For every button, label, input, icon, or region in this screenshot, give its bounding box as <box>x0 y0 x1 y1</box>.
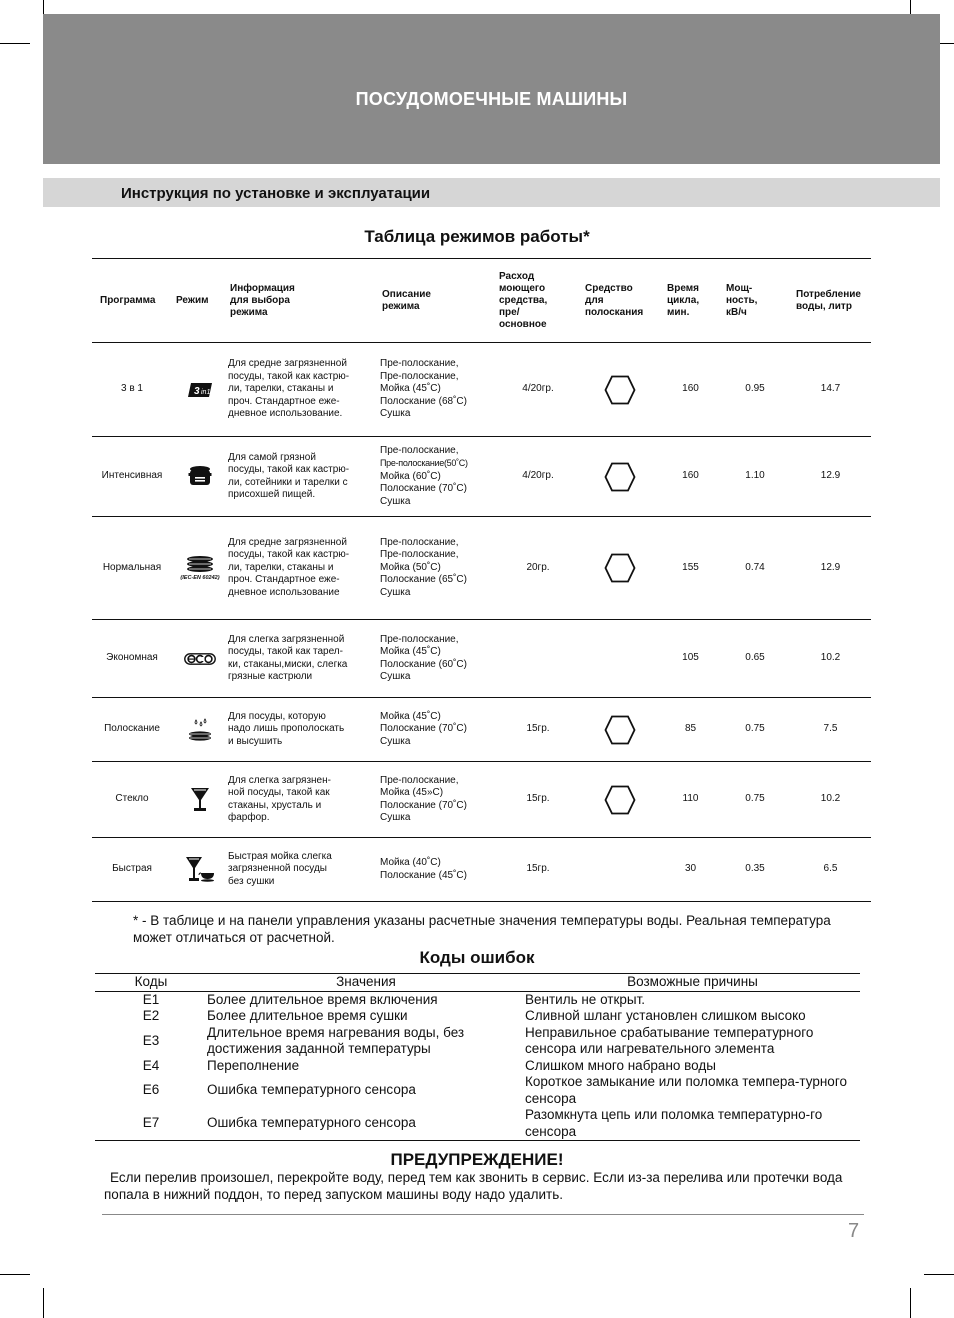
water-value: 14.7 <box>790 343 871 437</box>
detergent-value: 15гр. <box>497 762 579 838</box>
desc-line: Полоскание (68˚C) <box>380 395 467 407</box>
desc-line: Мойка (45˚C) <box>380 710 441 722</box>
error-codes-table <box>95 973 860 1141</box>
error-meaning: Переполнение <box>207 1057 300 1073</box>
error-code: E2 <box>142 1008 160 1023</box>
info-line: ки, стаканы,миски, слегка <box>228 658 348 670</box>
info-line: без сушки <box>228 875 275 887</box>
error-row <box>95 1107 860 1141</box>
program-name: Полоскание <box>92 698 172 762</box>
section-subtitle: Инструкция по установке и эксплуатации <box>121 185 431 202</box>
desc-line: Мойка (45»C) <box>380 787 444 798</box>
error-cause: Неправильное срабатывание температурного сенсора или нагревательного элемента <box>525 1024 814 1056</box>
power-value: 0.74 <box>720 517 790 620</box>
bottom-divider <box>102 1214 864 1215</box>
detergent-value: 4/20гр. <box>497 343 579 437</box>
info-line: ной посуды, такой как <box>228 787 330 798</box>
detergent-value: 15гр. <box>497 838 579 902</box>
info-line: надо лишь прополоскать <box>228 723 345 735</box>
modes-footnote: * - В таблице и на панели управления указаны расчетные значения температуры воды. Реальная температура может отличаться от расчетной. <box>133 913 831 945</box>
info-line: Для средне загрязненной <box>228 536 347 548</box>
program-name: Нормальная <box>92 517 172 620</box>
desc-line: Мойка (40˚C) <box>380 857 441 868</box>
desc-line: Пре-полоскание, <box>380 536 459 548</box>
error-cause: Вентиль не открыт. <box>525 991 646 1007</box>
water-value: 7.5 <box>790 698 871 762</box>
cycle-time-value: 30 <box>661 838 720 902</box>
normal-plates-icon <box>185 555 215 575</box>
error-code: E1 <box>142 991 160 1007</box>
info-line: ли, тарелки, стаканы и <box>228 561 334 573</box>
mode-row <box>92 762 871 838</box>
error-code: E7 <box>95 1107 207 1141</box>
desc-line: Пре-полоскание, <box>380 370 459 382</box>
desc-line: Сушка <box>380 408 411 420</box>
error-meaning: Более длительное время сушки <box>207 1008 408 1023</box>
info-line: Быстрая мойка слегка <box>228 850 332 862</box>
error-row <box>95 1074 860 1107</box>
desc-line: Сушка <box>380 671 411 682</box>
warning-title: ПРЕДУПРЕЖДЕНИЕ! <box>390 1150 564 1169</box>
quick-glass-cup-icon <box>185 856 215 884</box>
rinse-aid-empty <box>579 838 661 902</box>
error-row <box>95 1025 860 1058</box>
info-line: Для самой грязной <box>228 451 316 463</box>
error-meaning: Более длительное время включения <box>207 991 438 1007</box>
water-value: 12.9 <box>790 437 871 517</box>
info-line: проч. Стандартное еже- <box>228 395 340 407</box>
error-row <box>95 991 860 1008</box>
info-line: и высушить <box>228 735 283 747</box>
rinse-aid-empty <box>579 620 661 698</box>
program-name: Интенсивная <box>92 437 172 517</box>
desc-line: Мойка (50˚C) <box>380 561 441 573</box>
info-line: ли, сотейники и тарелки с <box>228 476 348 488</box>
desc-line: Сушка <box>380 495 411 507</box>
desc-line: Сушка <box>380 812 411 823</box>
info-line: дневное использование. <box>228 408 343 420</box>
crop-mark <box>0 43 30 44</box>
error-codes-title: Коды ошибок <box>419 948 535 967</box>
desc-line: Мойка (45˚C) <box>380 383 441 395</box>
info-line: Для слегка загрязнен- <box>228 774 331 786</box>
info-line: посуды, такой как тарел- <box>228 646 343 657</box>
eco-icon <box>184 653 216 665</box>
header-program: Программа <box>92 259 172 343</box>
power-value: 1.10 <box>720 437 790 517</box>
desc-line: Пре-полоскание, <box>380 774 459 786</box>
error-row <box>95 1058 860 1075</box>
cycle-time-value: 160 <box>661 437 720 517</box>
header-meanings: Значения <box>207 974 525 992</box>
mode-row <box>92 620 871 698</box>
three-in-one-icon <box>187 382 213 398</box>
info-line: посуды, такой как кастрю- <box>228 549 350 561</box>
desc-line: Сушка <box>380 735 411 747</box>
desc-line: Полоскание (65˚C) <box>380 574 467 586</box>
header-detergent: Расход моющего средства, пре/ основное <box>497 259 579 343</box>
info-line: загрязненной посуды <box>228 863 327 875</box>
detergent-value: 4/20гр. <box>497 437 579 517</box>
info-line: посуды, такой как кастрю- <box>228 464 350 475</box>
water-value: 10.2 <box>790 620 871 698</box>
detergent-value: 20гр. <box>497 517 579 620</box>
modes-header-row <box>92 259 871 343</box>
info-line: Для посуды, которую <box>228 710 326 722</box>
mode-row <box>92 343 871 437</box>
info-line: грязные кастрюли <box>228 671 313 682</box>
cycle-time-value: 160 <box>661 343 720 437</box>
warning-text: Если перелив произошел, перекройте воду, перед тем как звонить в сервис. Если из-за перелива или протечки вода попала в нижний поддон, то перед запуском машины воду надо удалить. <box>104 1170 843 1202</box>
cycle-time-value: 105 <box>661 620 720 698</box>
info-line: проч. Стандартное еже- <box>228 574 340 586</box>
crop-mark <box>0 1274 30 1275</box>
water-value: 10.2 <box>790 762 871 838</box>
desc-line: Пре-полоскание, <box>380 549 459 561</box>
header-band <box>43 14 940 164</box>
rinse-aid-hexagon-icon <box>604 375 636 405</box>
info-line: ли, тарелки, стаканы и <box>228 383 334 395</box>
mode-row <box>92 698 871 762</box>
desc-line: Пре-полоскание(50˚C) <box>380 458 468 469</box>
rinse-aid-hexagon-icon <box>604 462 636 492</box>
program-name: Стекло <box>92 762 172 838</box>
detergent-value: 15гр. <box>497 698 579 762</box>
modes-table-title: Таблица режимов работы* <box>364 227 590 246</box>
crop-mark <box>910 1288 911 1318</box>
mode-row <box>92 437 871 517</box>
error-code: E4 <box>142 1057 160 1073</box>
mode-row <box>92 838 871 902</box>
detergent-value <box>497 620 579 698</box>
program-name: 3 в 1 <box>92 343 172 437</box>
water-value: 12.9 <box>790 517 871 620</box>
desc-line: Полоскание (45˚C) <box>380 869 467 881</box>
svg-text:3: 3 <box>194 385 200 397</box>
desc-line: Сушка <box>380 586 411 598</box>
desc-line: Пре-полоскание, <box>380 633 459 645</box>
error-code: E3 <box>142 1032 160 1048</box>
water-value: 6.5 <box>790 838 871 902</box>
info-line: Для средне загрязненной <box>228 358 347 370</box>
info-line: Для слегка загрязненной <box>228 633 345 645</box>
header-power: Мощ- ность, кВ/ч <box>720 259 790 343</box>
error-cause: Сливной шланг установлен слишком высоко <box>525 1008 806 1023</box>
modes-table <box>92 258 871 902</box>
rinse-aid-hexagon-icon <box>604 715 636 745</box>
subtitle-band <box>43 178 940 207</box>
header-rinse-aid: Средство для полоскания <box>579 259 661 343</box>
info-line: посуды, такой как кастрю- <box>228 370 350 382</box>
desc-line: Полоскание (70˚C) <box>380 483 467 495</box>
rinse-aid-hexagon-icon <box>604 553 636 583</box>
desc-line: Полоскание (70˚C) <box>380 723 467 735</box>
desc-line: Полоскание (70˚C) <box>380 799 467 811</box>
page-title: ПОСУДОМОЕЧНЫЕ МАШИНЫ <box>355 89 628 109</box>
error-meaning: Ошибка температурного сенсора <box>207 1082 416 1098</box>
program-name: Экономная <box>92 620 172 698</box>
cycle-time-value: 85 <box>661 698 720 762</box>
mode-row <box>92 517 871 620</box>
rinse-drops-icon <box>187 718 213 742</box>
error-row <box>95 1008 860 1025</box>
error-code: E6 <box>142 1082 160 1098</box>
crop-mark <box>43 1288 44 1318</box>
header-cycle-time: Время цикла, мин. <box>661 259 720 343</box>
error-cause: Короткое замыкание или поломка темпера-турного сенсора <box>525 1074 847 1106</box>
power-value: 0.95 <box>720 343 790 437</box>
intensive-pot-icon <box>188 465 212 489</box>
header-info: Информация для выбора режима <box>228 259 380 343</box>
crop-mark <box>924 1274 954 1275</box>
error-cause: Слишком много набрано воды <box>525 1057 716 1073</box>
error-cause: Разомкнута цепь или поломка температурно-го сенсора <box>525 1107 860 1141</box>
page-number: 7 <box>848 1220 860 1242</box>
program-name: Быстрая <box>92 838 172 902</box>
glass-icon <box>190 787 210 813</box>
rinse-aid-hexagon-icon <box>604 785 636 815</box>
power-value: 0.75 <box>720 698 790 762</box>
info-line: присохшей пищей. <box>228 489 316 500</box>
info-line: дневное использование <box>228 586 340 598</box>
cycle-time-value: 155 <box>661 517 720 620</box>
error-meaning: Ошибка температурного сенсора <box>207 1107 525 1141</box>
power-value: 0.65 <box>720 620 790 698</box>
svg-text:in1: in1 <box>201 388 211 396</box>
error-header-row <box>95 974 860 992</box>
cycle-time-value: 110 <box>661 762 720 838</box>
header-mode: Режим <box>172 259 228 343</box>
desc-line: Полоскание (60˚C) <box>380 658 467 670</box>
header-codes: Коды <box>95 974 207 992</box>
header-causes: Возможные причины <box>525 974 860 992</box>
header-description: Описание режима <box>380 259 497 343</box>
error-meaning: Длительное время нагревания воды, без достижения заданной температуры <box>207 1024 465 1056</box>
power-value: 0.75 <box>720 762 790 838</box>
header-water: Потребление воды, литр <box>790 259 871 343</box>
desc-line: Пре-полоскание, <box>380 444 459 456</box>
power-value: 0.35 <box>720 838 790 902</box>
desc-line: Мойка (45˚C) <box>380 646 441 657</box>
desc-line: Мойка (60˚C) <box>380 470 441 482</box>
desc-line: Пре-полоскание, <box>380 358 459 370</box>
iec-standard-label: (IEC-EN 60242) <box>180 574 220 581</box>
info-line: фарфор. <box>228 812 270 823</box>
info-line: стаканы, хрусталь и <box>228 799 322 811</box>
